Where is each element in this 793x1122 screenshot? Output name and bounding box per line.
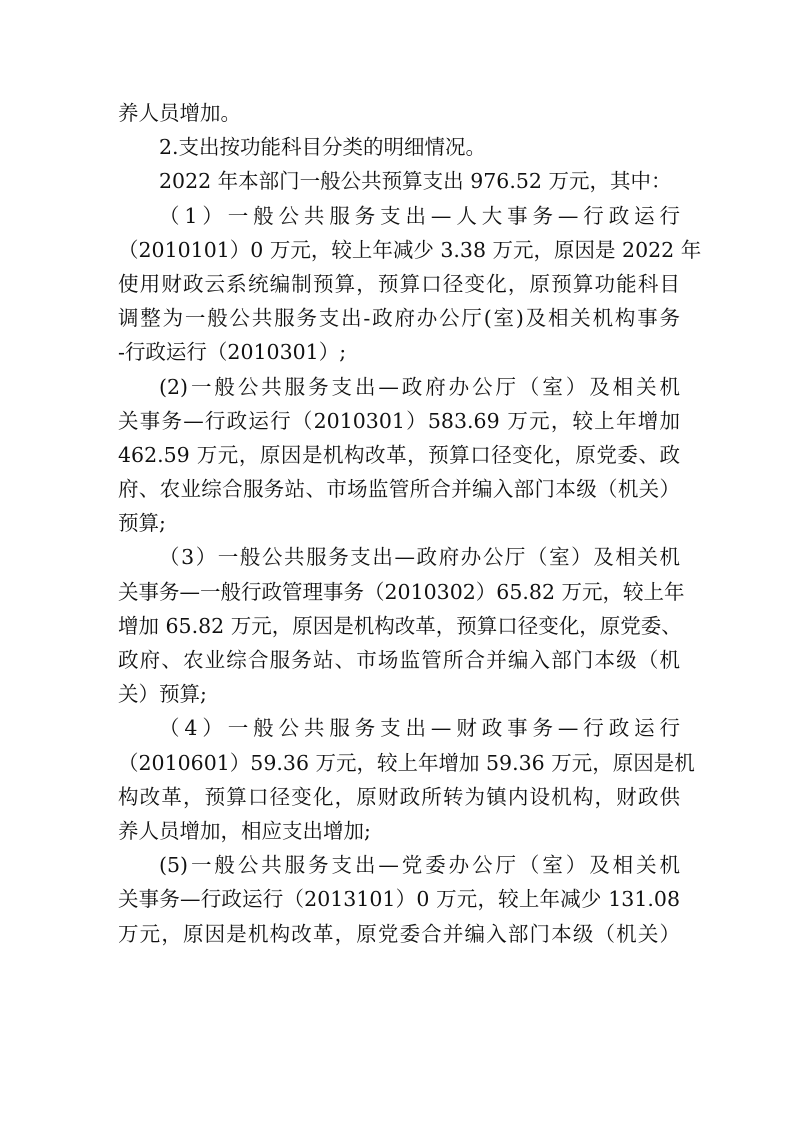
paragraph [118, 130, 680, 164]
paragraph [118, 540, 685, 711]
paragraph [118, 96, 680, 130]
document-body [118, 96, 702, 951]
text-line: 462.59 万元，原因是机构改革，预算口径变化，原党委、政 [118, 442, 680, 467]
text-line: 关）预算; [118, 682, 207, 707]
text-line: 构改革，预算口径变化，原财政所转为镇内设机构，财政供 [118, 784, 680, 809]
text-line: 2.支出按功能科目分类的明细情况。 [159, 135, 487, 160]
paragraph [118, 711, 695, 848]
paragraph [118, 370, 680, 541]
text-line: （3）一般公共服务支出—政府办公厅（室）及相关机 [159, 545, 680, 570]
text-line: 养人员增加，相应支出增加; [118, 818, 371, 843]
paragraph [118, 164, 680, 198]
text-line: （2010601）59.36 万元，较上年增加 59.36 万元，原因是机 [118, 750, 695, 775]
text-line: 养人员增加。 [118, 101, 241, 125]
text-line: 预算; [118, 511, 166, 536]
text-line: 关事务—行政运行（2010301）583.69 万元，较上年增加 [118, 408, 680, 433]
text-line: (2)一般公共服务支出—政府办公厅（室）及相关机 [159, 374, 680, 399]
paragraph [118, 199, 702, 370]
text-line: 调整为一般公共服务支出-政府办公厅(室)及相关机构事务 [118, 306, 680, 331]
text-line: 增加 65.82 万元，原因是机构改革，预算口径变化，原党委、 [118, 613, 682, 638]
text-line: 关事务—行政运行（2013101）0 万元，较上年减少 131.08 [118, 887, 680, 912]
text-line: （2010101）0 万元，较上年减少 3.38 万元，原因是 2022 年 [118, 237, 702, 262]
text-line: （4）一般公共服务支出—财政事务—行政运行 [159, 716, 680, 741]
text-line: 2022 年本部门一般公共预算支出 976.52 万元，其中： [159, 169, 672, 194]
text-line: (5)一般公共服务支出—党委办公厅（室）及相关机 [159, 853, 680, 878]
text-line: 万元，原因是机构改革，原党委合并编入部门本级（机关） [118, 921, 680, 946]
text-line: 政府、农业综合服务站、市场监管所合并编入部门本级（机 [118, 648, 680, 672]
text-line: 使用财政云系统编制预算，预算口径变化，原预算功能科目 [118, 271, 680, 296]
paragraph [118, 848, 680, 951]
text-line: -行政运行（2010301）; [118, 340, 347, 365]
text-line: 府、农业综合服务站、市场监管所合并编入部门本级（机关） [118, 477, 680, 502]
text-line: 关事务—一般行政管理事务（2010302）65.82 万元，较上年 [118, 579, 685, 604]
text-line: （1）一般公共服务支出—人大事务—行政运行 [159, 203, 680, 228]
